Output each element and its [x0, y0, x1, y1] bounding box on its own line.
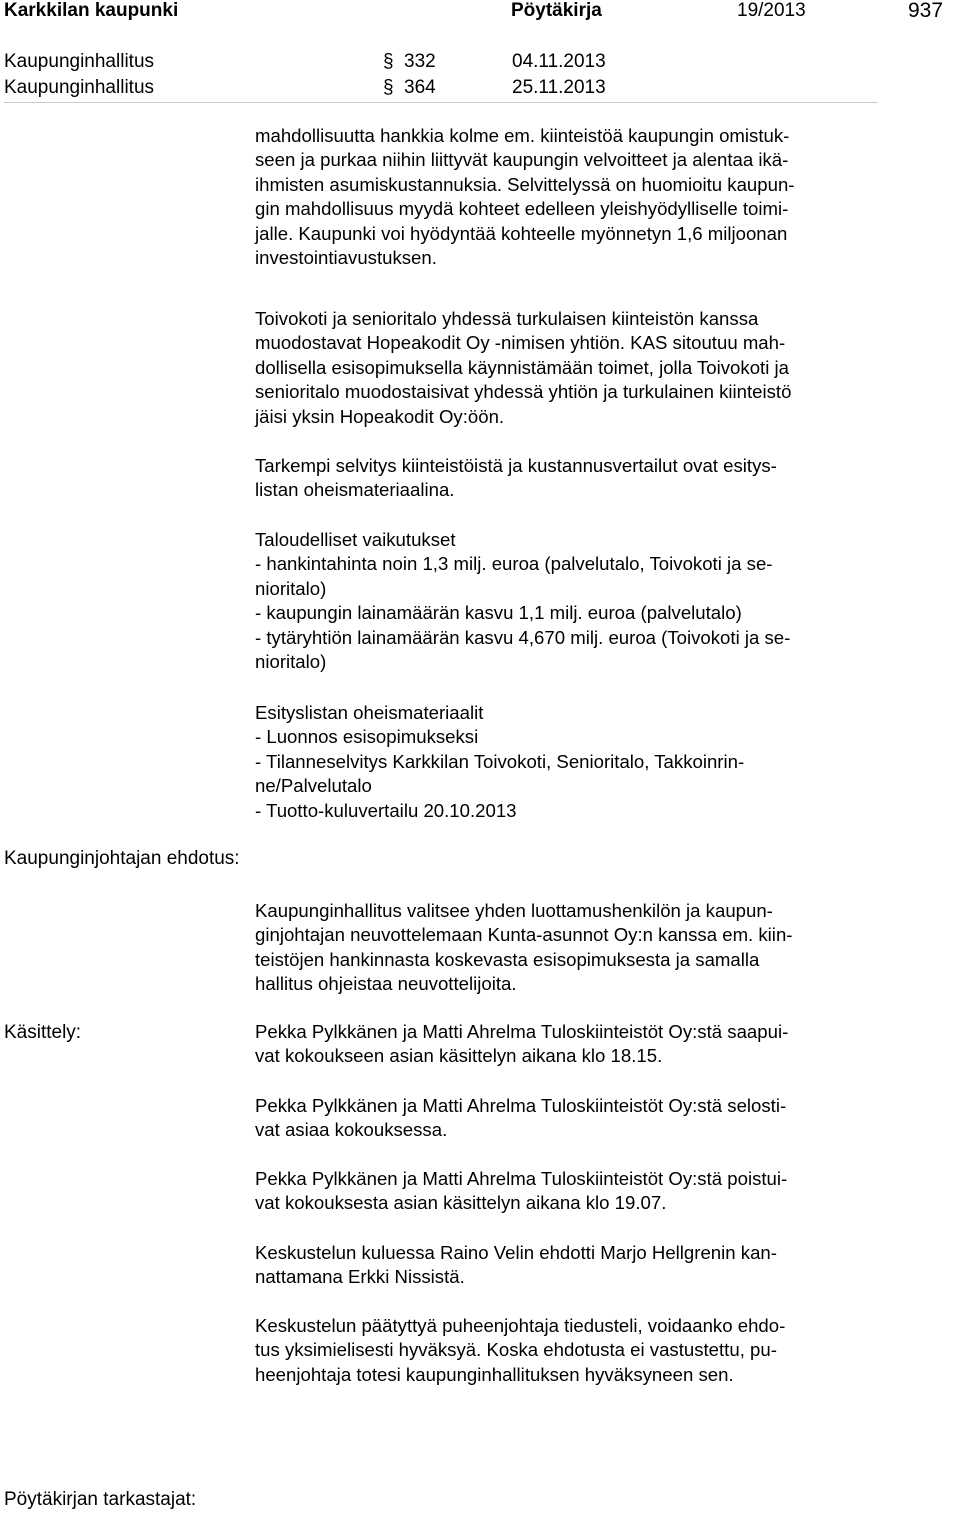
text-line: vat kokouksesta asian käsittelyn aikana klo 19.07. — [255, 1192, 667, 1214]
text-line: ne/Palvelutalo — [255, 775, 372, 797]
mayor-proposal-text — [255, 899, 880, 997]
page-header — [0, 0, 960, 24]
text-line: senioritalo muodostaisivat yhdessä yhtiön ja turkulainen kiinteistö — [255, 381, 792, 403]
text-line: jäisi yksin Hopeakodit Oy:öön. — [255, 405, 505, 427]
text-line: - Tuotto-kuluvertailu 20.10.2013 — [255, 799, 517, 821]
text-line: ihmisten asumiskustannuksia. Selvittelyssä on huomioitu kaupun- — [255, 173, 795, 195]
text-line: ginjohtajan neuvottelemaan Kunta-asunnot Oy:n kanssa em. kiin- — [255, 924, 793, 946]
document-number: 19/2013 — [737, 0, 806, 21]
handling-paragraph — [255, 1241, 880, 1290]
reference-date: 04.11.2013 — [512, 51, 606, 72]
text-line: Toivokoti ja senioritalo yhdessä turkulaisen kiinteistön kanssa — [255, 308, 759, 329]
page-number: 937 — [908, 0, 944, 22]
text-line: nioritalo) — [255, 651, 327, 673]
header-divider — [4, 102, 878, 103]
text-line: hallitus ohjeistaa neuvottelijoita. — [255, 973, 517, 995]
reference-line — [0, 76, 960, 100]
text-line: Taloudelliset vaikutukset — [255, 529, 456, 550]
text-line: Pekka Pylkkänen ja Matti Ahrelma Tuloskiinteistöt Oy:stä saapui- — [255, 1021, 789, 1042]
text-line: Esityslistan oheismateriaalit — [255, 702, 484, 723]
examiners-label: Pöytäkirjan tarkastajat: — [4, 1489, 197, 1510]
text-line: - hankintahinta noin 1,3 milj. euroa (palvelutalo, Toivokoti ja se- — [255, 553, 773, 575]
text-line: teistöjen hankinnasta koskevasta esisopimuksesta ja samalla — [255, 948, 760, 970]
text-line: - tytäryhtiön lainamäärän kasvu 4,670 milj. euroa (Toivokoti ja se- — [255, 626, 791, 648]
text-line: tus yksimielisesti hyväksyä. Koska ehdotusta ei vastustettu, pu- — [255, 1339, 777, 1361]
text-line: seen ja purkaa niihin liittyvät kaupungin velvoitteet ja alentaa ikä- — [255, 149, 789, 171]
handling-paragraph — [255, 1314, 880, 1387]
reference-date: 25.11.2013 — [512, 77, 606, 98]
text-line: listan oheismateriaalina. — [255, 479, 455, 501]
text-line: nioritalo) — [255, 577, 327, 599]
text-line: - Tilanneselvitys Karkkilan Toivokoti, Senioritalo, Takkoinrin- — [255, 750, 745, 772]
reference-line — [0, 50, 960, 74]
text-line: Keskustelun päätyttyä puheenjohtaja tiedusteli, voidaanko ehdo- — [255, 1315, 786, 1336]
text-line: Keskustelun kuluessa Raino Velin ehdotti Marjo Hellgrenin kan- — [255, 1242, 777, 1263]
handling-label: Käsittely: — [4, 1022, 82, 1043]
body-paragraph — [255, 307, 880, 429]
text-line: heenjohtaja totesi kaupunginhallituksen hyväksyneen sen. — [255, 1363, 734, 1385]
attachments-list — [255, 701, 880, 823]
section-icon: § — [383, 51, 394, 72]
reference-section: 364 — [404, 77, 436, 98]
text-line: mahdollisuutta hankkia kolme em. kiinteistöä kaupungin omistuk- — [255, 125, 790, 146]
handling-paragraph — [255, 1020, 880, 1069]
text-line: gin mahdollisuus myydä kohteet edelleen yleishyödylliselle toimi- — [255, 198, 789, 220]
text-line: investointiavustuksen. — [255, 247, 437, 269]
text-line: jalle. Kaupunki voi hyödyntää kohteelle myönnetyn 1,6 miljoonan — [255, 222, 788, 244]
text-line: vat kokoukseen asian käsittelyn aikana klo 18.15. — [255, 1045, 663, 1067]
text-line: muodostavat Hopeakodit Oy -nimisen yhtiön. KAS sitoutuu mah- — [255, 332, 786, 354]
text-line: Tarkempi selvitys kiinteistöistä ja kustannusvertailut ovat esitys- — [255, 455, 777, 476]
reference-body: Kaupunginhallitus — [4, 77, 155, 98]
section-icon: § — [383, 77, 394, 98]
handling-paragraph — [255, 1167, 880, 1216]
document-type: Pöytäkirja — [511, 0, 602, 21]
reference-body: Kaupunginhallitus — [4, 51, 155, 72]
reference-section: 332 — [404, 51, 436, 72]
handling-paragraph — [255, 1094, 880, 1143]
text-line: Pekka Pylkkänen ja Matti Ahrelma Tuloskiinteistöt Oy:stä poistui- — [255, 1168, 788, 1189]
text-line: dollisella esisopimuksella käynnistämään toimet, jolla Toivokoti ja — [255, 356, 789, 378]
body-paragraph — [255, 124, 880, 270]
text-line: Pekka Pylkkänen ja Matti Ahrelma Tuloskiinteistöt Oy:stä selosti- — [255, 1095, 787, 1116]
text-line: Kaupunginhallitus valitsee yhden luottamushenkilön ja kaupun- — [255, 900, 773, 921]
mayor-proposal-label: Kaupunginjohtajan ehdotus: — [4, 848, 240, 869]
financial-effects — [255, 528, 880, 674]
text-line: - kaupungin lainamäärän kasvu 1,1 milj. euroa (palvelutalo) — [255, 602, 742, 624]
text-line: nattamana Erkki Nissistä. — [255, 1266, 465, 1288]
text-line: vat asiaa kokouksessa. — [255, 1119, 448, 1141]
body-paragraph — [255, 454, 880, 503]
organization-name: Karkkilan kaupunki — [4, 0, 179, 21]
text-line: - Luonnos esisopimukseksi — [255, 726, 479, 748]
